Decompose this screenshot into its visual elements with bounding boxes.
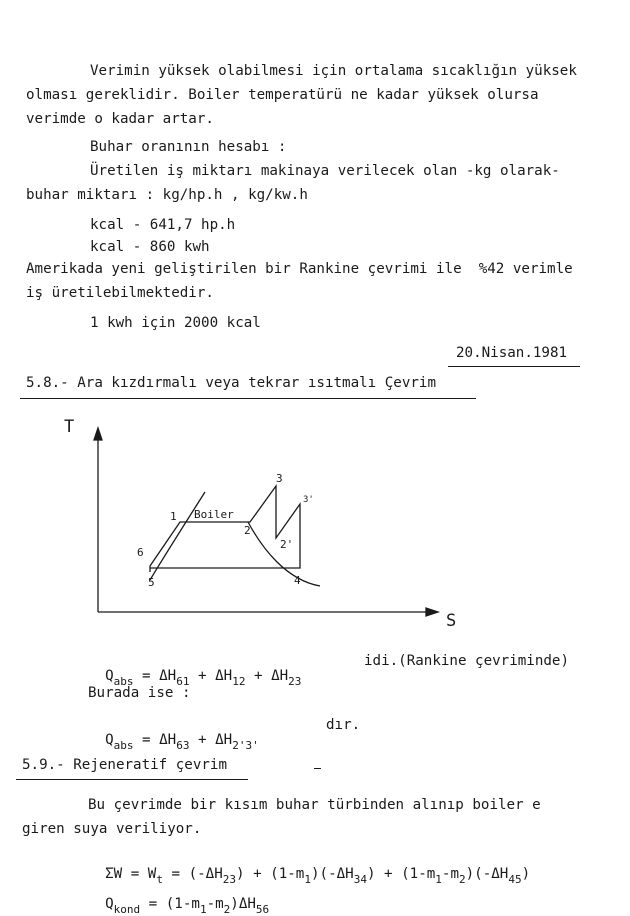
para4-line1: Bu çevrimde bir kısım buhar türbinden alınıp boiler e xyxy=(88,797,541,813)
para1-line2: olması gereklidir. Boiler temperatürü ne kadar yüksek olursa xyxy=(26,87,539,103)
section-5-8-underline xyxy=(20,398,476,399)
saturation-dome-right xyxy=(248,522,320,586)
kcal-line1: kcal - 641,7 hp.h xyxy=(90,217,236,233)
label-point-2prime: 2' xyxy=(280,538,294,551)
s-axis-arrow xyxy=(426,608,438,616)
para3-line1: Amerikada yeni geliştirilen bir Rankine çevrimi ile %42 verimle xyxy=(26,261,573,277)
section-5-9-underline xyxy=(16,779,248,780)
equation-qabs-reheat: $Q_{abs} = \Delta H_{63} + \Delta H_{2'3'}$ xyxy=(105,732,259,752)
para2-line2: Üretilen iş miktarı makinaya verilecek olan -kg olarak- xyxy=(90,163,560,179)
kcal-line2: kcal - 860 kwh xyxy=(90,239,210,255)
dir-note: dır. xyxy=(326,717,361,733)
label-point-1: 1 xyxy=(170,510,177,523)
date-underline xyxy=(448,366,580,367)
equation-q-kond: $Q_{kond} = (1-m_1-m_2)\Delta H_{56}$ xyxy=(105,896,270,916)
label-point-4: 4 xyxy=(294,574,301,587)
kwh-line: 1 kwh için 2000 kcal xyxy=(90,315,261,331)
para1-line1: Verimin yüksek olabilmesi için ortalama sıcaklığın yüksek xyxy=(90,63,577,79)
date-text: 20.Nisan.1981 xyxy=(456,345,568,361)
para3-line2: iş üretilebilmektedir. xyxy=(26,285,214,301)
ts-diagram xyxy=(0,410,630,640)
label-point-3prime: 3' xyxy=(303,495,314,505)
label-point-5: 5 xyxy=(148,576,155,589)
saturation-dome xyxy=(150,492,205,580)
rankine-note: idi.(Rankine çevriminde) xyxy=(364,653,569,669)
equation-qabs-rankine: $Q_{abs} = \Delta H_{61} + \Delta H_{12} + \Delta H_{23}$ xyxy=(105,668,302,688)
para2-heading: Buhar oranının hesabı : xyxy=(90,139,287,155)
burada-ise: Burada ise : xyxy=(88,685,191,701)
t-axis-label: T xyxy=(64,417,75,437)
label-point-2: 2 xyxy=(244,524,251,537)
boiler-label: Boiler xyxy=(194,508,234,521)
equation-sum-w: $\Sigma W = W_t = (-\Delta H_{23}) + (1-m_1)(-\Delta H_{34}) + (1-m_1-m_2)(-\Delta H_{45})$ xyxy=(105,866,531,886)
label-point-6: 6 xyxy=(137,546,144,559)
cycle-path xyxy=(150,486,300,572)
para2-line3: buhar miktarı : kg/hp.h , kg/kw.h xyxy=(26,187,308,203)
section-5-8-title: 5.8.- Ara kızdırmalı veya tekrar ısıtmalı Çevrim xyxy=(26,375,436,391)
s-axis-label: S xyxy=(446,611,457,631)
para4-line2: giren suya veriliyor. xyxy=(22,821,202,837)
section-5-9-title: 5.9.- Rejeneratif çevrim xyxy=(22,757,227,773)
para1-line3: verimde o kadar artar. xyxy=(26,111,214,127)
stray-dash xyxy=(314,768,321,769)
label-point-3: 3 xyxy=(276,472,283,485)
t-axis-arrow xyxy=(94,428,102,440)
